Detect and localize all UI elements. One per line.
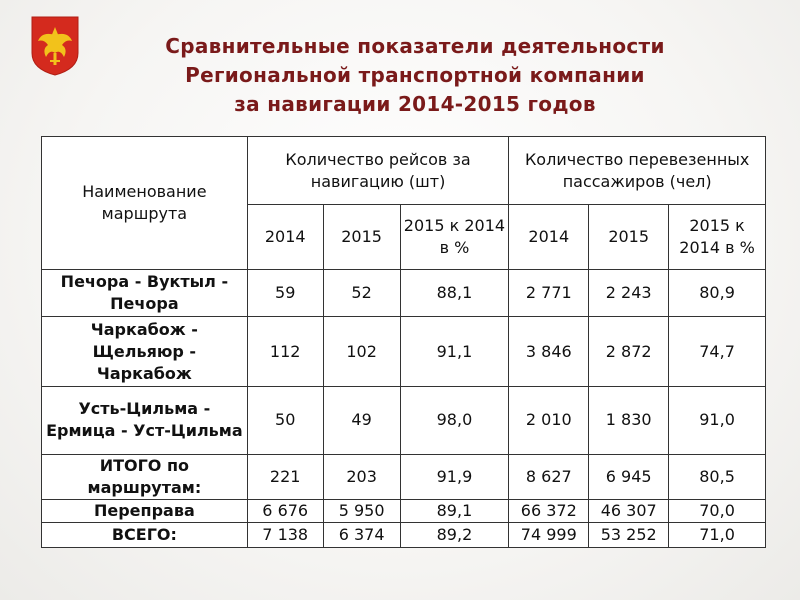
cell: 53 252 — [589, 522, 669, 547]
cell: 2 010 — [509, 386, 589, 454]
cell: 98,0 — [400, 386, 509, 454]
subheader-passengers-2014: 2014 — [509, 205, 589, 270]
table-row — [42, 499, 766, 522]
page-title — [90, 32, 740, 119]
cell: 7 138 — [247, 522, 323, 547]
cell: 80,9 — [669, 270, 766, 317]
subheader-passengers-2015: 2015 — [589, 205, 669, 270]
title-line-1: Сравнительные показатели деятельности — [165, 34, 665, 58]
cell: 52 — [323, 270, 400, 317]
table-row — [42, 522, 766, 547]
table-row — [42, 454, 766, 499]
cell: 2 771 — [509, 270, 589, 317]
cell: 91,0 — [669, 386, 766, 454]
cell: 3 846 — [509, 317, 589, 386]
cell: 46 307 — [589, 499, 669, 522]
header-route-name: Наименование маршрута — [42, 137, 248, 270]
row-name: Усть-Цильма - Ермица - Уст-Цильма — [42, 386, 248, 454]
cell: 71,0 — [669, 522, 766, 547]
cell: 66 372 — [509, 499, 589, 522]
cell: 1 830 — [589, 386, 669, 454]
cell: 50 — [247, 386, 323, 454]
title-line-2: Региональной транспортной компании — [185, 63, 645, 87]
cell: 5 950 — [323, 499, 400, 522]
subheader-passengers-ratio: 2015 к 2014 в % — [669, 205, 766, 270]
table-row — [42, 270, 766, 317]
cell: 49 — [323, 386, 400, 454]
cell: 89,1 — [400, 499, 509, 522]
cell: 89,2 — [400, 522, 509, 547]
header-flights-group: Количество рейсов за навигацию (шт) — [247, 137, 509, 205]
cell: 102 — [323, 317, 400, 386]
cell: 91,1 — [400, 317, 509, 386]
cell: 8 627 — [509, 454, 589, 499]
subheader-flights-ratio: 2015 к 2014 в % — [400, 205, 509, 270]
row-name: Чаркабож - Щельяюр - Чаркабож — [42, 317, 248, 386]
cell: 2 872 — [589, 317, 669, 386]
cell: 203 — [323, 454, 400, 499]
cell: 6 945 — [589, 454, 669, 499]
title-line-3: за навигации 2014-2015 годов — [234, 92, 596, 116]
cell: 2 243 — [589, 270, 669, 317]
comparison-table — [41, 136, 766, 548]
row-name: ИТОГО по маршрутам: — [42, 454, 248, 499]
subheader-flights-2014: 2014 — [247, 205, 323, 270]
cell: 70,0 — [669, 499, 766, 522]
subheader-flights-2015: 2015 — [323, 205, 400, 270]
row-name: Печора - Вуктыл - Печора — [42, 270, 248, 317]
row-name: Переправа — [42, 499, 248, 522]
cell: 59 — [247, 270, 323, 317]
row-name: ВСЕГО: — [42, 522, 248, 547]
cell: 221 — [247, 454, 323, 499]
cell: 80,5 — [669, 454, 766, 499]
cell: 6 676 — [247, 499, 323, 522]
cell: 91,9 — [400, 454, 509, 499]
table-row — [42, 386, 766, 454]
komi-emblem-icon — [30, 15, 80, 77]
cell: 6 374 — [323, 522, 400, 547]
cell: 88,1 — [400, 270, 509, 317]
header-passengers-group: Количество перевезенных пассажиров (чел) — [509, 137, 766, 205]
cell: 74 999 — [509, 522, 589, 547]
cell: 112 — [247, 317, 323, 386]
table-row — [42, 317, 766, 386]
cell: 74,7 — [669, 317, 766, 386]
